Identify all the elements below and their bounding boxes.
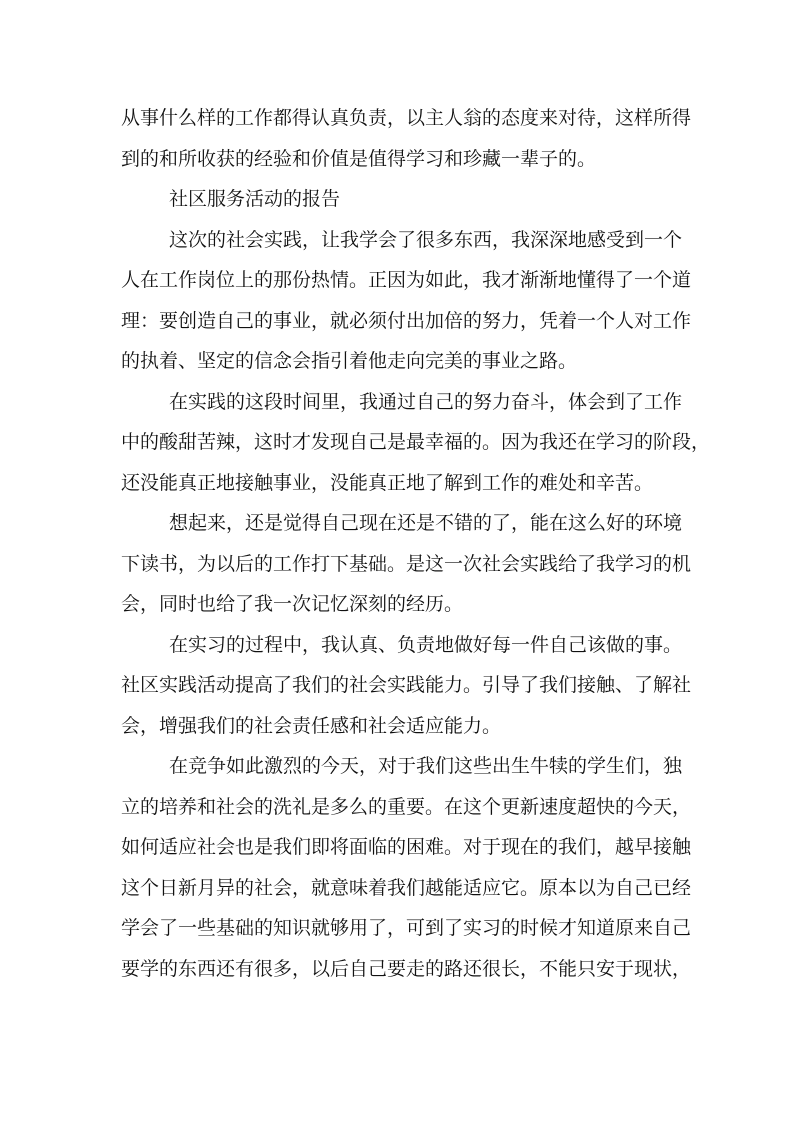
text-line: 在竞争如此激烈的今天，对于我们这些出生牛犊的学生们，独 xyxy=(169,755,683,777)
text-line: 这个日新月异的社会，就意味着我们越能适应它。原本以为自己已经 xyxy=(121,876,692,899)
text-line: 会，同时也给了我一次记忆深刻的经历。 xyxy=(121,593,464,615)
document-body xyxy=(121,98,711,989)
text-line: 在实践的这段时间里，我通过自己的努力奋斗，体会到了工作 xyxy=(169,390,683,413)
text-line: 从事什么样的工作都得认真负责，以主人翁的态度来对待，这样所得 xyxy=(121,107,692,129)
text-line: 如何适应社会也是我们即将面临的困难。对于现在的我们，越早接触 xyxy=(121,836,692,858)
text-line: 这次的社会实践，让我学会了很多东西，我深深地感受到一个 xyxy=(169,228,683,251)
text-line: 社区实践活动提高了我们的社会实践能力。引导了我们接触、了解社 xyxy=(121,674,692,696)
text-line: 还没能真正地接触事业，没能真正地了解到工作的难处和辛苦。 xyxy=(121,471,654,494)
section-heading: 社区服务活动的报告 xyxy=(169,188,341,210)
text-line: 想起来，还是觉得自己现在还是不错的了，能在这么好的环境 xyxy=(169,512,683,534)
text-line: 学会了一些基础的知识就够用了，可到了实习的时候才知道原来自己 xyxy=(121,917,692,939)
text-line: 的执着、坚定的信念会指引着他走向完美的事业之路。 xyxy=(121,350,578,372)
text-line: 中的酸甜苦辣，这时才发现自己是最幸福的。因为我还在学习的阶段， xyxy=(121,431,711,453)
text-line: 到的和所收获的经验和价值是值得学习和珍藏一辈子的。 xyxy=(121,147,597,170)
text-line: 下读书，为以后的工作打下基础。是这一次社会实践给了我学习的机 xyxy=(121,552,692,575)
text-line: 在实习的过程中，我认真、负责地做好每一件自己该做的事。 xyxy=(169,633,683,656)
text-line: 立的培养和社会的洗礼是多么的重要。在这个更新速度超快的今天， xyxy=(121,795,692,818)
text-line: 理：要创造自己的事业，就必须付出加倍的努力，凭着一个人对工作 xyxy=(121,309,692,332)
text-line: 要学的东西还有很多，以后自己要走的路还很长，不能只安于现状， xyxy=(121,957,692,980)
text-line: 人在工作岗位上的那份热情。正因为如此，我才渐渐地懂得了一个道 xyxy=(121,269,692,291)
text-line: 会，增强我们的社会责任感和社会适应能力。 xyxy=(121,714,502,737)
